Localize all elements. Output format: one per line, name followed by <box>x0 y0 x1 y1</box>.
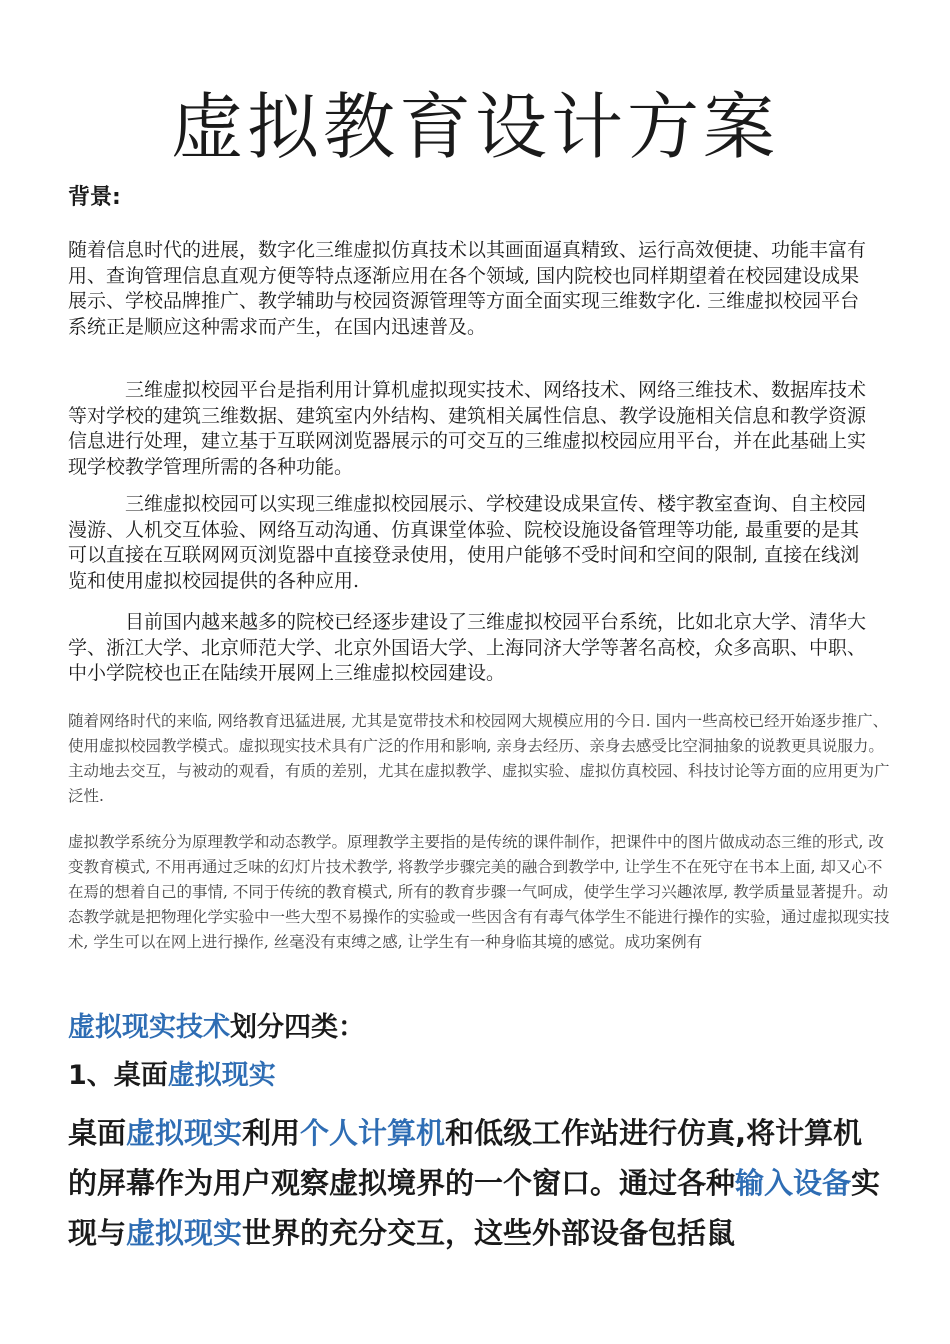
text-segment: 实现与 <box>68 1166 881 1250</box>
paragraph-platform-definition: 三维虚拟校园平台是指利用计算机虚拟现实技术、网络技术、网络三维技术、数据库技术等对学校的建筑三维数据、建筑室内外结构、建筑相关属性信息、教学设施相关信息和教学资源信息进行处理，建立基于互联网浏览器展示的可交互的三维虚拟校园应用平台，并在此基础上实现学校教学管理所需的各种功能。 <box>68 379 867 478</box>
link-personal-computer[interactable]: 个人计算机 <box>300 1116 446 1150</box>
heading-desktop-vr <box>68 1056 276 1096</box>
paragraph-virtual-teaching: 虚拟教学系统分为原理教学和动态教学。原理教学主要指的是传统的课件制作，把课件中的图片做成动态三维的形式, 改变教育模式, 不用再通过乏味的幻灯片技术教学, 将教学步骤完美的融合到教学中, 让学生不在死守在书本上面, 却又心不在焉的想着自己的事情, 不同于传统的教育模式, 所有的教育步骤一气呵成，使学生学习兴趣浓厚, 教学质量显著提升。动态教学就是把物理化学实验中一些大型不易操作的实验或一些因含有有毒气体学生不能进行操作的实验，通过虚拟现实技术, 学生可以在网上进行操作, 丝毫没有束缚之感, 让学生有一种身临其境的感觉。成功案例有 <box>68 833 890 951</box>
background-heading: 背景: <box>68 185 121 210</box>
paragraph-platform-functions: 三维虚拟校园可以实现三维虚拟校园展示、学校建设成果宣传、楼宇教室查询、自主校园漫游、人机交互体验、网络互动沟通、仿真课堂体验、院校设施设备管理等功能, 最重要的是其可以直接在互联网网页浏览器中直接登录使用，使用户能够不受时间和空间的限制, 直接在线浏览和使用虚拟校园提供的各种应用. <box>68 493 867 592</box>
heading-vr-classes-text: 划分四类： <box>230 1012 365 1043</box>
text-segment: 世界的充分交互，这些外部设备包括鼠 <box>242 1216 736 1250</box>
paragraph-intro: 随着信息时代的进展，数字化三维虚拟仿真技术以其画面逼真精致、运行高效便捷、功能丰富有用、查询管理信息直观方便等特点逐渐应用在各个领域, 国内院校也同样期望着在校园建设成果展示、学校品牌推广、教学辅助与校园资源管理等方面全面实现三维数字化. 三维虚拟校园平台系统正是顺应这种需求而产生，在国内迅速普及。 <box>68 239 867 338</box>
link-virtual-reality[interactable]: 虚拟现实 <box>167 1060 276 1091</box>
heading-vr-classes <box>68 1008 365 1048</box>
paragraph-desktop-vr <box>68 1108 883 1258</box>
heading-desktop-prefix: 1、桌面 <box>68 1060 168 1091</box>
text-segment: 利用 <box>242 1116 301 1150</box>
text-segment: 桌面 <box>68 1116 127 1150</box>
link-virtual-reality[interactable]: 虚拟现实 <box>126 1216 243 1250</box>
paragraph-network-education: 随着网络时代的来临, 网络教育迅猛进展, 尤其是宽带技术和校园网大规模应用的今日. 国内一些高校已经开始逐步推广、使用虚拟校园教学模式。虚拟现实技术具有广泛的作用和影响, 亲身去经历、亲身去感受比空洞抽象的说教更具说服力。主动地去交互，与被动的观看，有质的差别，尤其在虚拟教学、虚拟实验、虚拟仿真校园、科技讨论等方面的应用更为广泛性. <box>68 712 890 805</box>
page-title: 虚拟教育设计方案 <box>170 85 779 169</box>
link-input-device[interactable]: 输入设备 <box>735 1166 852 1200</box>
link-vr-technology[interactable]: 虚拟现实技术 <box>68 1012 230 1043</box>
text-segment: 和低级工作站进行仿真,将计算机的屏幕作为用户观察虚拟境界的一个窗口。通过各种 <box>68 1116 863 1200</box>
link-virtual-reality[interactable]: 虚拟现实 <box>126 1116 243 1150</box>
paragraph-domestic-adoption: 目前国内越来越多的院校已经逐步建设了三维虚拟校园平台系统，比如北京大学、清华大学、浙江大学、北京师范大学、北京外国语大学、上海同济大学等著名高校，众多高职、中职、中小学院校也正在陆续开展网上三维虚拟校园建设。 <box>68 611 867 684</box>
